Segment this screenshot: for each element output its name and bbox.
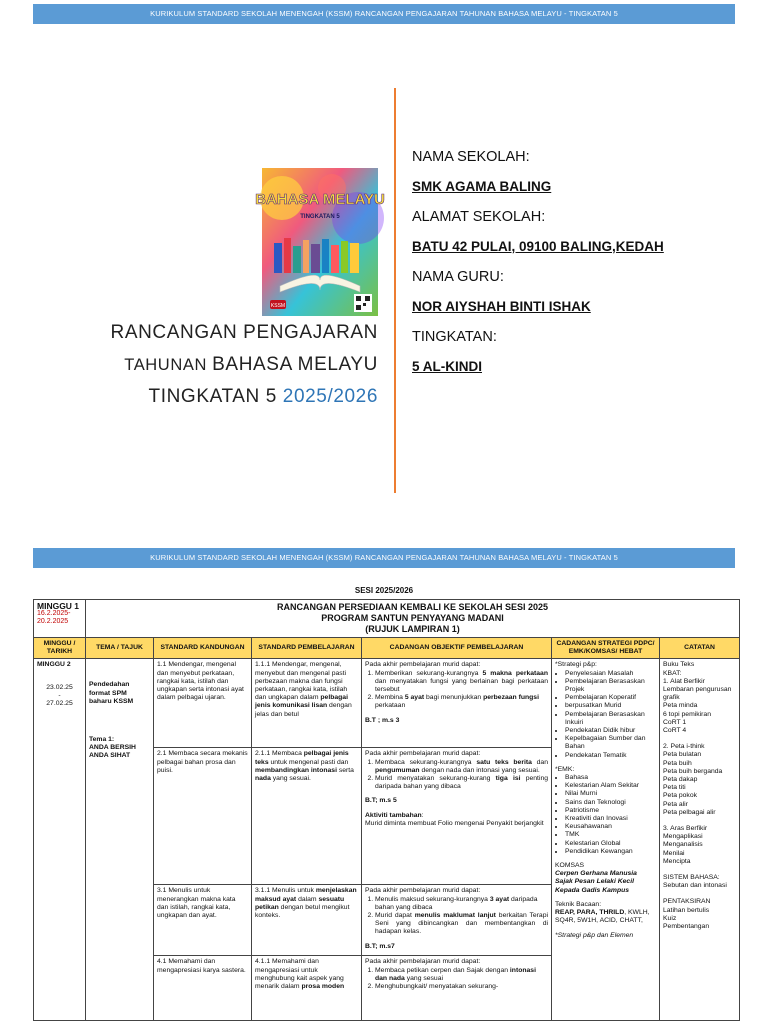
week2-date-end: 27.02.25: [46, 700, 73, 708]
strategy-cell: *Strategi p&p: • Penyelesaian Masalah • Pembelajaran Berasaskan Projek • Pembelajaran Koperatif • berpusatkan Murid • Pembelajaran Berasaskan Inkuiri • Pendekatan Didik hibur • Kepelbagaian Sumber dan Bahan • Pendekatan Tematik *EMK: • Bahasa • Kelestarian Alam Sekitar • Nilai Murni • Sains dan Teknologi • Patriotisme • Kreativiti dan Inovasi • Keusahawanan • TMK • Kelestarian Global • Pendidikan Kewangan KOMSAS Cerpen Gerhana Manusia Sajak Pesan Lelaki Kecil Kepada Gadis Kampus Teknik Bacaan: REAP, PARA, THRILD, KWLH, SQ4R, 5W1H, ACID, CHATT, *Strategi p&p dan Elemen: [552, 659, 660, 1021]
tema-title: ANDA BERSIH ANDA SIHAT: [89, 744, 136, 760]
objective-4: Pada akhir pembelajaran murid dapat: 1. Membaca petikan cerpen dan Sajak dengan intonasi dan nada yang sesuai 2. Menghubungkait/ menyatakan sekurang-: [362, 956, 552, 1021]
strategy-item: • Pembelajaran Berasaskan Inkuiri: [565, 711, 656, 727]
tema-label: Tema 1:: [89, 736, 115, 744]
school-address-label: ALAMAT SEKOLAH:: [412, 209, 546, 225]
sk-4: 4.1 Memahami dan mengapresiasi karya sastera.: [154, 956, 252, 1021]
emk-item: • Kreativiti dan Inovasi: [565, 815, 656, 823]
bt-ref-1: B.T ; m.s 3: [365, 716, 400, 724]
komsas-cerpen: Cerpen Gerhana Manusia: [555, 870, 637, 878]
emk-item: • Pendidikan Kewangan: [565, 848, 656, 856]
catatan-item: Peta minda: [663, 702, 698, 710]
catatan-item: Menilai: [663, 849, 685, 857]
school-name-label: NAMA SEKOLAH:: [412, 149, 530, 165]
strategy-item: • Pendekatan Didik hibur: [565, 727, 656, 735]
emk-item: • TMK: [565, 831, 656, 839]
emk-item: • Nilai Murni: [565, 790, 656, 798]
tema-cell: [86, 659, 154, 1021]
strategy-item: • berpusatkan Murid: [565, 702, 656, 710]
sk-3: 3.1 Menulis untuk menerangkan makna kata dan istilah, rangkai kata, ungkapan dan ayat.: [154, 885, 252, 956]
strategy-item: • Pembelajaran Koperatif: [565, 694, 656, 702]
catatan-item: [663, 866, 736, 874]
objective-3: Pada akhir pembelajaran murid dapat: 1. Menulis maksud sekurang-kurangnya 3 ayat daripada bahan yang dibaca 2. Murid dapat menulis maklumat lanjut berkaitan Terapi Seni yang dibincangkan dan membentangkan di hadapan kelas. B.T; m.s7: [362, 885, 552, 956]
week2-label: MINGGU 2: [37, 661, 71, 669]
strategy-item: • Penyelesaian Masalah: [565, 670, 656, 678]
emk-item: • Bahasa: [565, 774, 656, 782]
title-year: 2025/2026: [282, 386, 378, 407]
teacher-label: NAMA GURU:: [412, 269, 504, 285]
table-header-row: [34, 638, 740, 659]
week2-date-start: 23.02.25: [46, 683, 73, 691]
emk-item: • Sains dan Teknologi: [565, 799, 656, 807]
table-row: [34, 659, 740, 748]
title-line2b: BAHASA MELAYU: [212, 354, 378, 375]
tema-format: Pendedahan format SPM baharu KSSM: [89, 681, 134, 705]
header-sk: STANDARD KANDUNGAN: [154, 638, 252, 659]
lesson-plan-table: [33, 599, 740, 1021]
title-line3a: TINGKATAN 5: [148, 386, 283, 407]
class-name: 5 AL-KINDI: [412, 359, 482, 374]
program-title-line1: RANCANGAN PERSEDIAAN KEMBALI KE SEKOLAH SESI 2025: [277, 602, 549, 612]
emk-item: • Keusahawanan: [565, 823, 656, 831]
catatan-item: Latihan bertulis: [663, 906, 710, 914]
catatan-item: Sebutan dan intonasi: [663, 882, 727, 890]
header-sp: STANDARD PEMBELAJARAN: [252, 638, 362, 659]
sp-4: 4.1.1 Memahami dan mengapresiasi untuk menghubung kait aspek yang menarik dalam prosa moden: [252, 956, 362, 1021]
sk-1: 1.1 Mendengar, mengenal dan menyebut perkataan, rangkai kata, istilah dan ungkapan serta intonasi ayat dalam pelbagai ujaran.: [154, 659, 252, 748]
catatan-cell: [660, 659, 740, 1021]
objective-1: Pada akhir pembelajaran murid dapat: 1. Memberikan sekurang-kurangnya 5 makna perkataan dan menyatakan fungsi yang berlainan bagi perkataan tersebut 2. Membina 5 ayat bagi menunjukkan perbezaan fungsi perkataan B.T ; m.s 3: [362, 659, 552, 748]
catatan-item: Buku Teks: [663, 661, 695, 669]
emk-item: • Kelestarian Alam Sekitar: [565, 782, 656, 790]
emk-item: • Kelestarian Global: [565, 840, 656, 848]
catatan-item: 2. Peta i-think: [663, 743, 705, 751]
header-catatan: CATATAN: [660, 638, 740, 659]
header-minggu: MINGGU / TARIKH: [34, 638, 86, 659]
catatan-item: Peta buih: [663, 759, 692, 767]
school-address: BATU 42 PULAI, 09100 BALING,KEDAH: [412, 239, 664, 254]
catatan-item: Menganalisis: [663, 841, 703, 849]
school-info: [412, 144, 732, 384]
catatan-item: Peta bulatan: [663, 751, 702, 759]
catatan-item: Peta alir: [663, 800, 688, 808]
week2-dash: -: [58, 691, 61, 699]
catatan-item: Peta pelbagai alir: [663, 808, 716, 816]
catatan-item: 1. Alat Berfikir: [663, 677, 705, 685]
teacher-name: NOR AIYSHAH BINTI ISHAK: [412, 299, 591, 314]
title-line2a: TAHUNAN: [124, 356, 213, 374]
program-title-line2: PROGRAM SANTUN PENYAYANG MADANI: [321, 613, 504, 623]
title-line1: RANCANGAN PENGAJARAN: [110, 322, 378, 343]
catatan-item: CoRT 1: [663, 718, 687, 726]
catatan-item: SISTEM BAHASA:: [663, 874, 720, 882]
sp-2: 2.1.1 Membaca pelbagai jenis teks untuk mengenal pasti dan membandingkan intonasi serta nada yang sesuai.: [252, 748, 362, 885]
catatan-item: Peta titi: [663, 784, 686, 792]
emk-item: • Patriotisme: [565, 807, 656, 815]
aktiviti-tambahan: Murid diminta membuat Folio mengenai Penyakit berjangkit: [365, 819, 544, 827]
catatan-item: 3. Aras Berfikir: [663, 825, 708, 833]
school-name: SMK AGAMA BALING: [412, 179, 552, 194]
bt-ref-2: B.T; m.s 5: [365, 797, 397, 805]
catatan-item: Pembentangan: [663, 923, 710, 931]
catatan-item: Lembaran pengurusan grafik: [663, 686, 732, 702]
emk-list: [555, 774, 656, 856]
week2-cell: [34, 659, 86, 1021]
header-strategi: CADANGAN STRATEGI PDPC/ EMK/KOMSAS/ HEBAT: [552, 638, 660, 659]
week1-label: MINGGU 1: [37, 601, 80, 611]
catatan-item: Mencipta: [663, 857, 691, 865]
catatan-item: Peta buih berganda: [663, 767, 723, 775]
strategy-item: • Kepelbagaian Sumber dan Bahan: [565, 735, 656, 751]
header-tema: TEMA / TAJUK: [86, 638, 154, 659]
catatan-item: [663, 890, 736, 898]
komsas-sajak: Sajak Pesan Lelaki Kecil Kepada Gadis Kampus: [555, 878, 634, 894]
header-banner: KURIKULUM STANDARD SEKOLAH MENENGAH (KSSM) RANCANGAN PENGAJARAN TAHUNAN BAHASA MELAYU - TINGKATAN 5: [33, 4, 735, 24]
objective-2: Pada akhir pembelajaran murid dapat: 1. Membaca sekurang-kurangnya satu teks berita dan pengumuman dengan nada dan intonasi yang sesuai. 2. Murid menyatakan sekurang-kurang tiga isi penting daripada bahan yang dibaca B.T; m.s 5 Aktiviti tambahan: Murid diminta membuat Folio mengenai Penyakit berjangkit: [362, 748, 552, 885]
catatan-item: Mengaplikasi: [663, 833, 703, 841]
program-title-line3: (RUJUK LAMPIRAN 1): [365, 624, 460, 634]
catatan-item: 6 topi pemikiran: [663, 710, 711, 718]
header-objektif: CADANGAN OBJEKTIF PEMBELAJARAN: [362, 638, 552, 659]
catatan-item: PENTAKSIRAN: [663, 898, 711, 906]
orange-divider: [394, 88, 396, 493]
catatan-item: Peta pokok: [663, 792, 698, 800]
catatan-item: [663, 735, 736, 743]
document-title: [111, 317, 379, 413]
catatan-item: Peta dakap: [663, 776, 698, 784]
strategy-item: • Pendekatan Tematik: [565, 752, 656, 760]
class-label: TINGKATAN:: [412, 329, 497, 345]
sp-3: 3.1.1 Menulis untuk menjelaskan maksud ayat dalam sesuatu petikan dengan betul mengikut konteks.: [252, 885, 362, 956]
header-banner-page2: KURIKULUM STANDARD SEKOLAH MENENGAH (KSSM) RANCANGAN PENGAJARAN TAHUNAN BAHASA MELAYU - TINGKATAN 5: [33, 548, 735, 568]
sp-1: 1.1.1 Mendengar, mengenal, menyebut dan mengenal pasti perbezaan makna dan fungsi perkataan, rangkai kata, istilah dan ungkapan dalam pelbagai jenis komunikasi lisan dengan jelas dan betul: [252, 659, 362, 748]
strategy-list: [555, 670, 656, 760]
catatan-item: CoRT 4: [663, 727, 687, 735]
bt-ref-3: B.T; m.s7: [365, 942, 395, 950]
book-subtitle: TINGKATAN 5: [300, 214, 340, 220]
program-title: [86, 600, 740, 638]
sk-2: 2.1 Membaca secara mekanis pelbagai bahan prosa dan puisi.: [154, 748, 252, 885]
catatan-item: Kuiz: [663, 914, 677, 922]
book-badge: KSSM: [270, 303, 286, 309]
catatan-item: [663, 817, 736, 825]
book-title: BAHASA MELAYU: [255, 191, 385, 208]
week1-date: 16.2.2025-20.2.2025: [37, 610, 71, 626]
strategy-item: • Pembelajaran Berasaskan Projek: [565, 678, 656, 694]
catatan-item: KBAT:: [663, 669, 682, 677]
session-label: SESI 2025/2026: [354, 586, 414, 595]
textbook-cover-image: [255, 168, 385, 316]
week1-cell: [34, 600, 86, 638]
